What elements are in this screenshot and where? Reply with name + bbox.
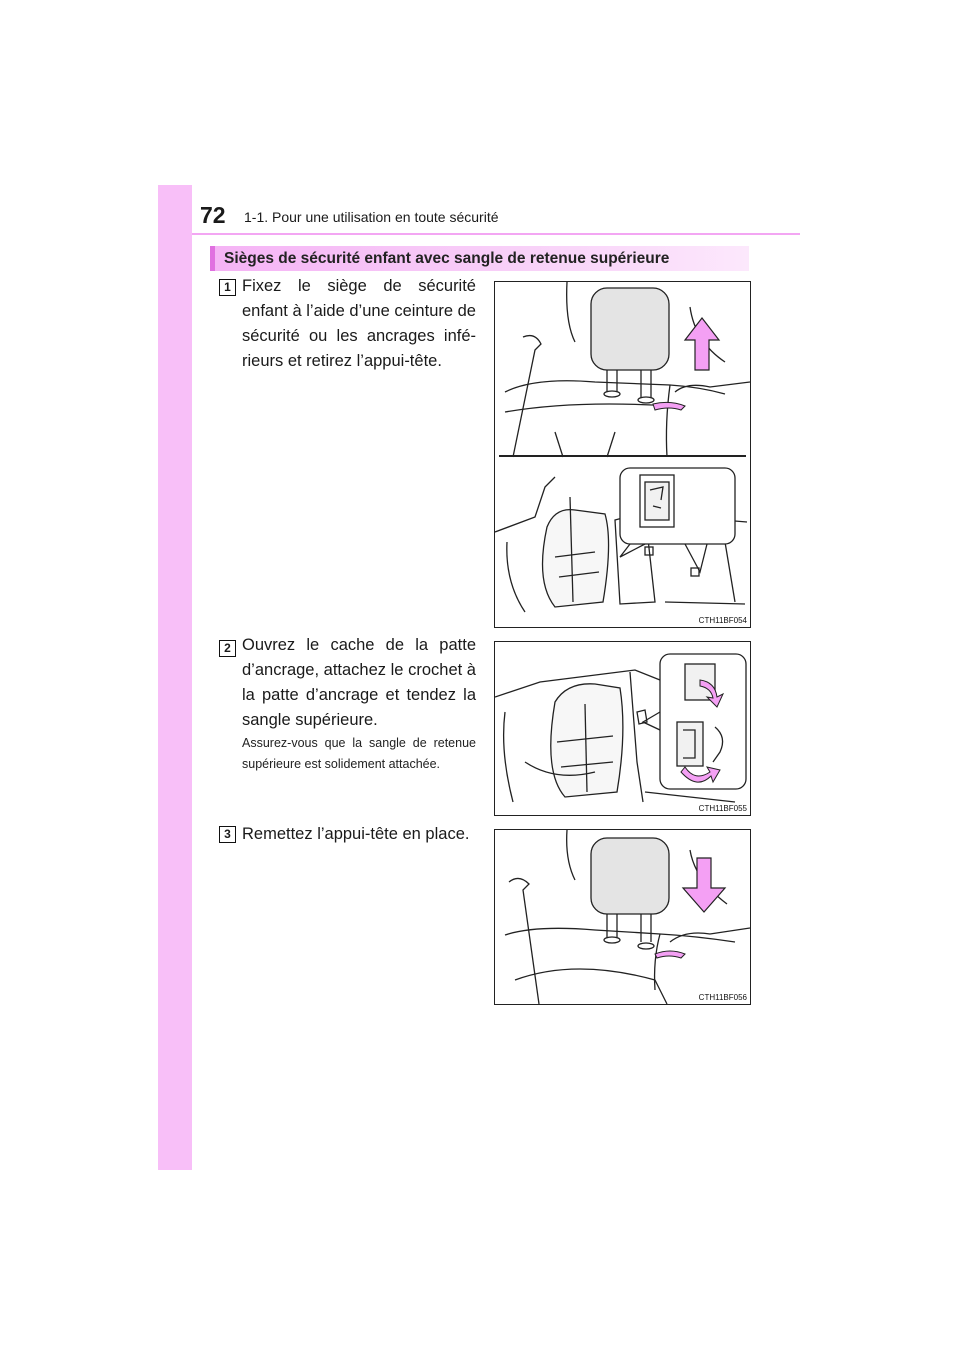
- step-1-number: 1: [219, 279, 236, 296]
- step-2-number: 2: [219, 640, 236, 657]
- figure-2-illustration: [495, 642, 750, 815]
- figure-2-code: CTH11BF055: [698, 804, 747, 813]
- figure-1-illustration: [495, 282, 750, 627]
- section-header: [210, 246, 749, 271]
- figure-3: [494, 829, 751, 1005]
- figure-1-code: CTH11BF054: [698, 616, 747, 625]
- step-3-text: Remettez l’appui-tête en place.: [242, 825, 470, 843]
- arrow-down-icon: [683, 858, 725, 912]
- step-1-text: Fixez le siège de sécurité enfant à l’aide d’une ceinture de sécurité ou les ancrages infé-rieurs et retirez l’appui-tête.: [242, 277, 476, 370]
- arrow-up-icon: [685, 318, 719, 370]
- figure-3-code: CTH11BF056: [698, 993, 747, 1002]
- figure-3-illustration: [495, 830, 750, 1004]
- figure-1: [494, 281, 751, 628]
- page-number: 72: [200, 202, 226, 228]
- page-side-tab: [158, 185, 192, 1170]
- section-accent: [210, 246, 215, 271]
- section-title: Sièges de sécurité enfant avec sangle de retenue supérieure: [224, 250, 670, 267]
- figure-2: [494, 641, 751, 816]
- step-2-text: Ouvrez le cache de la patte d’ancrage, attachez le crochet à la patte d’ancrage et tendez la sangle supérieure.: [242, 636, 476, 729]
- step-3-number: 3: [219, 826, 236, 843]
- step-2-note: Assurez-vous que la sangle de retenue supérieure est solidement attachée.: [242, 736, 476, 771]
- running-head: 1-1. Pour une utilisation en toute sécurité: [244, 209, 499, 225]
- header-rule: [192, 233, 800, 235]
